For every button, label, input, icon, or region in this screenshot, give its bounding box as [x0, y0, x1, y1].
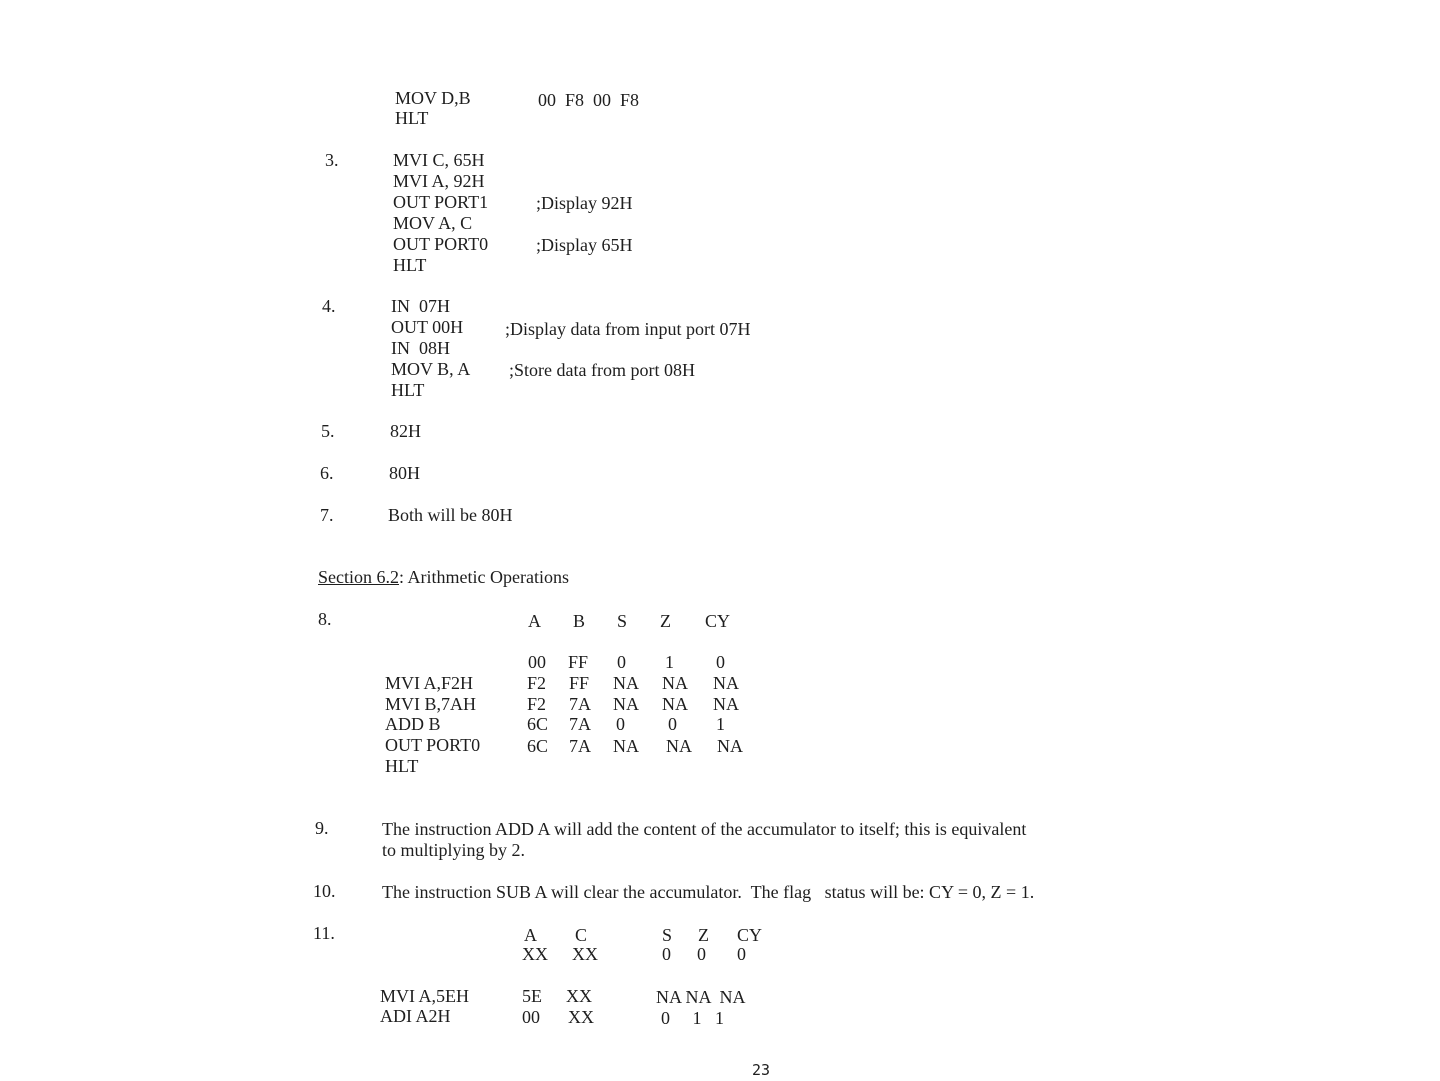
code-line: HLT — [393, 255, 427, 275]
code-line: MOV B, A — [391, 359, 471, 379]
table11-cell: 0 — [662, 944, 671, 964]
table8-cell: 00 — [528, 652, 546, 672]
table11-cell: XX — [572, 944, 598, 964]
answer-text: 80H — [389, 463, 420, 483]
table11-cell: 0 — [737, 944, 746, 964]
table8-instruction: OUT PORT0 — [385, 735, 481, 755]
table11-flags: 0 1 1 — [661, 1008, 724, 1028]
table11-header: C — [575, 925, 588, 945]
table8-instruction: HLT — [385, 756, 419, 776]
table8-cell: NA — [713, 673, 739, 693]
table8-cell: 7A — [569, 694, 591, 714]
answer-text: The instruction ADD A will add the content of the accumulator to itself; this is equivalent — [382, 819, 1027, 839]
page-number: 23 — [752, 1061, 771, 1079]
table8-cell: 7A — [569, 714, 591, 734]
table8-cell: 7A — [569, 736, 591, 756]
table11-instruction: ADI A2H — [380, 1006, 451, 1026]
code-line: IN 07H — [391, 296, 450, 316]
table8-header: A — [528, 611, 541, 631]
code-line: IN 08H — [391, 338, 450, 358]
table11-header: Z — [698, 925, 709, 945]
table11-instruction: MVI A,5EH — [380, 986, 469, 1006]
table8-cell: 0 — [668, 714, 677, 734]
table11-cell: 5E — [522, 986, 542, 1006]
answer-text: Both will be 80H — [388, 505, 513, 525]
table8-cell: 6C — [527, 736, 549, 756]
table8-cell: F2 — [527, 694, 547, 714]
table8-instruction: MVI B,7AH — [385, 694, 477, 714]
table8-cell: NA — [717, 736, 743, 756]
table8-cell: FF — [569, 673, 590, 693]
table11-cell: 00 — [522, 1007, 540, 1027]
code-comment: ;Display 92H — [536, 193, 633, 213]
table8-cell: NA — [613, 736, 639, 756]
table11-header: A — [524, 925, 537, 945]
code-line: OUT PORT1 — [393, 192, 489, 212]
table8-instruction: MVI A,F2H — [385, 673, 474, 693]
item-number: 8. — [318, 609, 332, 629]
code-line: HLT — [391, 380, 425, 400]
table8-cell: 1 — [716, 714, 725, 734]
item-number: 6. — [320, 463, 334, 483]
table11-header: S — [662, 925, 673, 945]
answer-text: 82H — [390, 421, 421, 441]
table8-cell: NA — [713, 694, 739, 714]
table8-cell: NA — [662, 673, 688, 693]
item-number: 4. — [322, 296, 336, 316]
table8-header: Z — [660, 611, 671, 631]
answer-text: to multiplying by 2. — [382, 840, 526, 860]
code-line: MOV D,B — [395, 88, 471, 108]
table8-header: B — [573, 611, 586, 631]
table8-header: S — [617, 611, 628, 631]
table8-instruction: ADD B — [385, 714, 441, 734]
item-number: 3. — [325, 150, 339, 170]
code-line: MVI C, 65H — [393, 150, 485, 170]
table8-cell: 1 — [665, 652, 674, 672]
section-title: : Arithmetic Operations — [399, 567, 569, 587]
code-line: OUT PORT0 — [393, 234, 489, 254]
code-line: HLT — [395, 108, 429, 128]
item-number: 11. — [313, 923, 335, 943]
table11-cell: XX — [568, 1007, 594, 1027]
section-label: Section 6.2 — [318, 567, 399, 587]
item-number: 10. — [313, 881, 336, 901]
item-number: 9. — [315, 818, 329, 838]
code-comment: ;Display data from input port 07H — [505, 319, 751, 339]
table8-header: CY — [705, 611, 731, 631]
code-comment: ;Display 65H — [536, 235, 633, 255]
code-line: MVI A, 92H — [393, 171, 485, 191]
table8-cell: FF — [568, 652, 589, 672]
item-number: 7. — [320, 505, 334, 525]
table8-cell: NA — [613, 673, 639, 693]
table11-cell: XX — [522, 944, 548, 964]
table11-cell: 0 — [697, 944, 706, 964]
answer-text: The instruction SUB A will clear the accumulator. The flag status will be: CY = 0, Z = 1. — [382, 882, 1035, 902]
table8-cell: NA — [666, 736, 692, 756]
table8-cell: NA — [613, 694, 639, 714]
table8-cell: 0 — [617, 652, 626, 672]
code-values: 00 F8 00 F8 — [538, 90, 640, 110]
code-line: OUT 00H — [391, 317, 464, 337]
table11-cell: XX — [566, 986, 592, 1006]
section-heading — [318, 567, 569, 588]
table8-cell: NA — [662, 694, 688, 714]
table11-header: CY — [737, 925, 763, 945]
table8-cell: 6C — [527, 714, 549, 734]
code-comment: ;Store data from port 08H — [509, 360, 695, 380]
table8-cell: F2 — [527, 673, 547, 693]
code-line: MOV A, C — [393, 213, 473, 233]
table11-flags: NA NA NA — [656, 987, 746, 1007]
table8-cell: 0 — [716, 652, 725, 672]
item-number: 5. — [321, 421, 335, 441]
table8-cell: 0 — [616, 714, 625, 734]
